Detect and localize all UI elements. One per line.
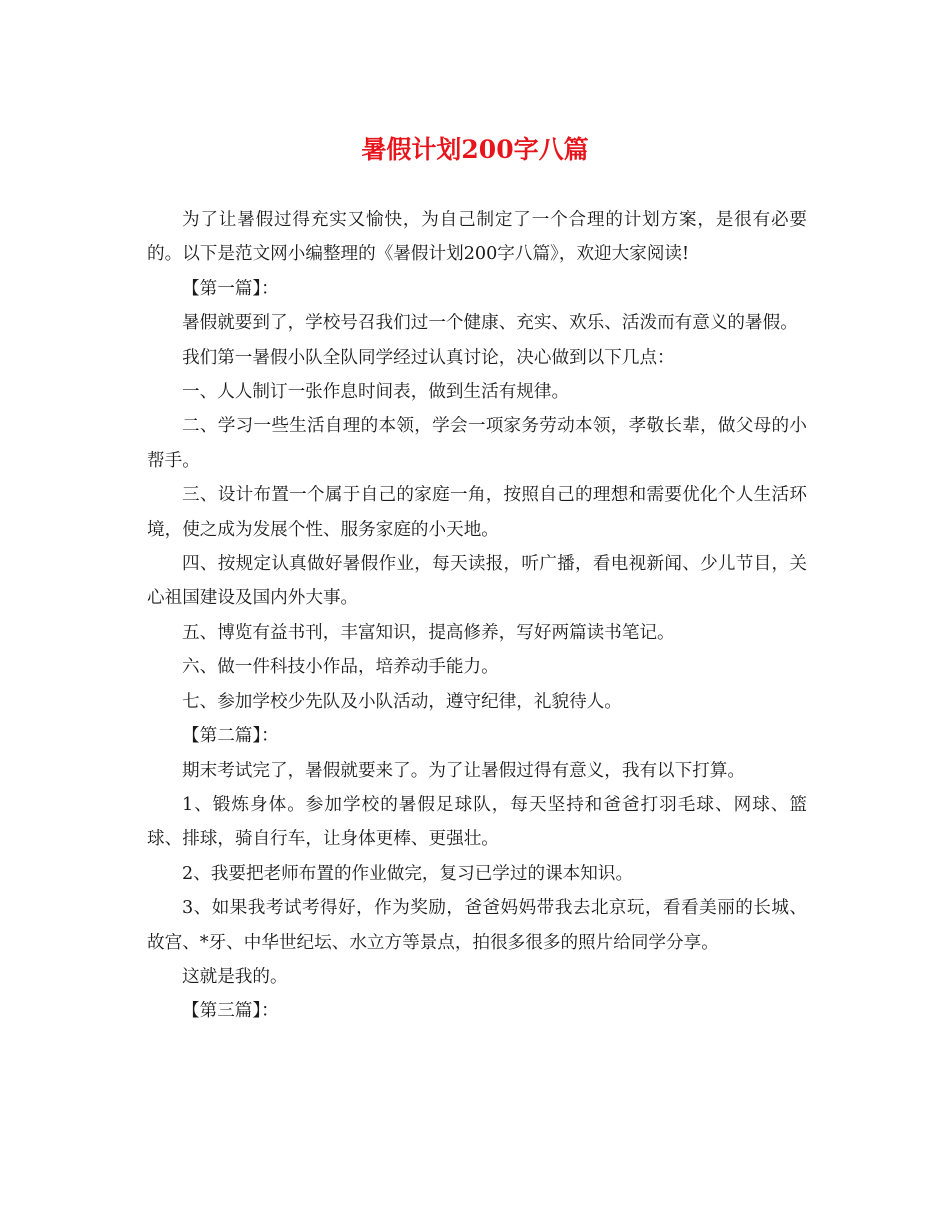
list-item: 三、设计布置一个属于自己的家庭一角，按照自己的理想和需要优化个人生活环境，使之成为发展个性、服务家庭的小天地。 (147, 485, 807, 540)
list-item: 七、参加学校少先队及小队活动，遵守纪律，礼貌待人。 (182, 691, 622, 712)
document-body (147, 203, 807, 1029)
list-item: 3、如果我考试考得好，作为奖励，爸爸妈妈带我去北京玩，看看美丽的长城、故宫、*牙、中华世纪坛、水立方等景点，拍很多很多的照片给同学分享。 (147, 898, 807, 953)
list-item: 2、我要把老师布置的作业做完，复习已学过的课本知识。 (182, 863, 634, 884)
section-heading-3: 【第三篇】： (182, 1001, 279, 1022)
section-heading-2: 【第二篇】： (182, 726, 279, 747)
list-item: 一、人人制订一张作息时间表，做到生活有规律。 (182, 382, 570, 403)
paragraph: 我们第一暑假小队全队同学经过认真讨论，决心做到以下几点： (182, 347, 675, 368)
paragraph: 暑假就要到了，学校号召我们过一个健康、充实、欢乐、活泼而有意义的暑假。 (182, 313, 798, 334)
section-heading-1: 【第一篇】： (182, 278, 279, 299)
list-item: 四、按规定认真做好暑假作业，每天读报，听广播，看电视新闻、少儿节目，关心祖国建设及国内外大事。 (147, 554, 807, 609)
list-item: 二、学习一些生活自理的本领，学会一项家务劳动本领，孝敬长辈，做父母的小帮手。 (147, 416, 807, 471)
document-title: 暑假计划200字八篇 (361, 135, 589, 164)
paragraph-intro: 为了让暑假过得充实又愉快，为自己制定了一个合理的计划方案，是很有必要的。以下是范文网小编整理的《暑假计划200字八篇》，欢迎大家阅读! (147, 210, 807, 265)
paragraph: 期末考试完了，暑假就要来了。为了让暑假过得有意义，我有以下打算。 (182, 760, 746, 781)
list-item: 六、做一件科技小作品，培养动手能力。 (182, 657, 499, 678)
paragraph: 这就是我的。 (182, 966, 288, 987)
list-item: 1、锻炼身体。参加学校的暑假足球队，每天坚持和爸爸打羽毛球、网球、篮球、排球，骑自行车，让身体更棒、更强壮。 (147, 794, 807, 850)
list-item: 五、博览有益书刊，丰富知识，提高修养，写好两篇读书笔记。 (182, 622, 675, 643)
